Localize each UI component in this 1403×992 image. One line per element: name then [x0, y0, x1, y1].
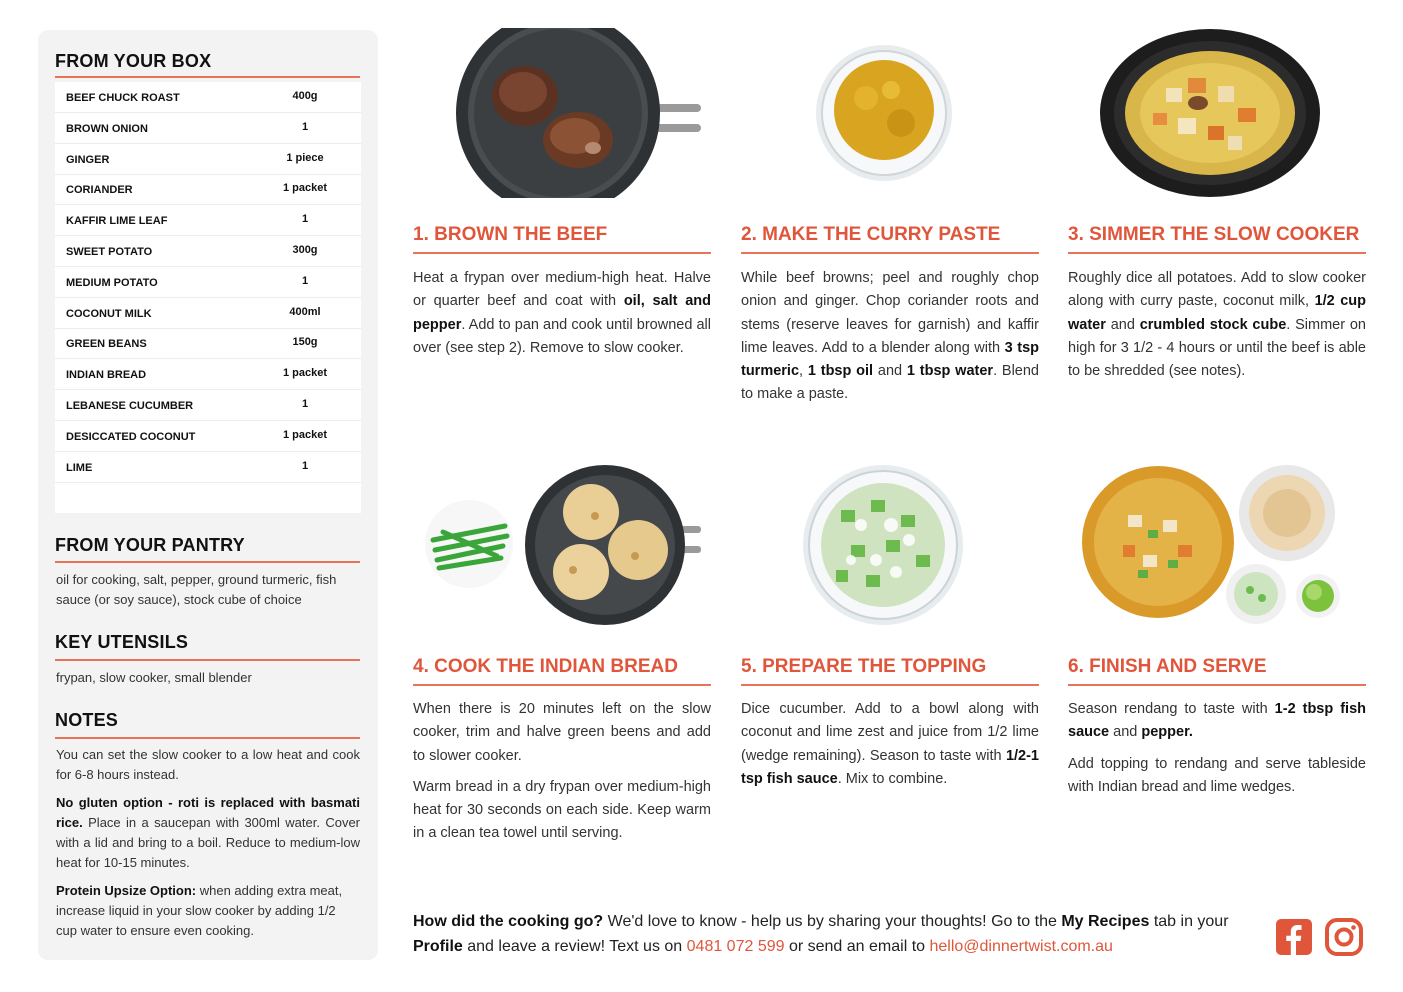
- step-2-t2: ,: [799, 363, 808, 380]
- ingredient-row: [55, 82, 361, 113]
- facebook-icon[interactable]: [1275, 918, 1313, 956]
- step-1-b1: oil, salt and pepper: [413, 293, 711, 333]
- utensils-text: frypan, slow cooker, small blender: [56, 670, 252, 685]
- step-6-t2: and: [1109, 724, 1142, 741]
- finished-dish-image: [1068, 460, 1366, 630]
- step-6-text: [1068, 698, 1366, 807]
- ingredient-name: LIME: [66, 461, 93, 474]
- step-6-b2: pepper.: [1141, 724, 1193, 741]
- note-protein: [56, 881, 360, 941]
- ingredient-qty: 1 packet: [282, 428, 328, 441]
- ingredient-row: [55, 236, 361, 267]
- step-4-text: [413, 698, 711, 854]
- ingredient-name: INDIAN BREAD: [66, 369, 147, 382]
- step-3-t1: Roughly dice all potatoes. Add to slow cooker along with curry paste, coconut milk,: [1068, 270, 1366, 310]
- step-4-title: 4. COOK THE INDIAN BREAD: [413, 656, 678, 677]
- step-2-b3: 1 tbsp water: [906, 363, 994, 380]
- note-protein-text: when adding extra meat, increase liquid in your slow cooker by adding 1/2 cup water to ensure even cooking.: [56, 883, 343, 938]
- feedback-footer: [413, 909, 1263, 959]
- step-5-t2: . Mix to combine.: [837, 770, 948, 787]
- step-6-p2: Add topping to rendang and serve tableside with Indian bread and lime wedges.: [1068, 755, 1366, 795]
- step-2-text: [741, 267, 1039, 415]
- curry-paste-image: [741, 28, 1039, 198]
- ingredient-qty: 1: [301, 274, 309, 287]
- step-2-t3: and: [873, 363, 907, 380]
- ingredient-name: DESICCATED COCONUT: [66, 430, 196, 443]
- ingredient-qty: 300g: [292, 244, 318, 256]
- note-slow-cooker: You can set the slow cooker to a low heat and cook for 6-8 hours instead.: [56, 747, 360, 782]
- step-1-text: [413, 267, 711, 368]
- ingredient-row: [55, 298, 361, 329]
- instagram-icon[interactable]: [1325, 918, 1363, 956]
- step-2-title: 2. MAKE THE CURRY PASTE: [741, 224, 1001, 245]
- step-3-title: 3. SIMMER THE SLOW COOKER: [1068, 224, 1360, 245]
- footer-t2: tab in your: [1149, 913, 1229, 930]
- ingredient-row: [55, 113, 361, 144]
- step-5-title: 5. PREPARE THE TOPPING: [741, 656, 987, 677]
- step-1-t1: Heat a frypan over medium-high heat. Halve or quarter beef and coat with: [413, 270, 711, 310]
- ingredient-row: [55, 267, 361, 298]
- step-3-b2: crumbled stock cube: [1139, 316, 1287, 333]
- ingredient-qty: 1 piece: [286, 151, 324, 164]
- step-6-b1: 1-2 tbsp fish sauce: [1068, 701, 1366, 741]
- ingredient-qty: 1: [301, 213, 309, 226]
- notes-title: NOTES: [55, 710, 119, 730]
- ingredient-name: CORIANDER: [66, 184, 133, 197]
- step-3-text: [1068, 267, 1366, 391]
- ingredient-qty: 1: [301, 120, 309, 133]
- profile-link[interactable]: Profile: [413, 938, 463, 955]
- ingredient-row: [55, 421, 361, 452]
- step-2-b1: 3 tsp turmeric: [741, 339, 1039, 380]
- step-2-b2: 1 tbsp oil: [807, 363, 874, 380]
- step-1-t2: . Add to pan and cook until browned all over (see step 2). Remove to slow cooker.: [413, 316, 711, 356]
- note-gluten-bold: No gluten option - roti is replaced with basmati rice.: [56, 795, 360, 830]
- step-2-rule: [741, 252, 1039, 254]
- step-5-t1: Dice cucumber. Add to a bowl along with coconut and lime zest and juice from 1/2 lime (wedge remaining). Season to taste with: [741, 701, 1039, 764]
- ingredient-row: [55, 390, 361, 421]
- ingredient-qty: 150g: [292, 336, 318, 349]
- note-gluten: [56, 793, 360, 873]
- cucumber-topping-image: [741, 460, 1039, 630]
- ingredient-qty: 1: [301, 398, 309, 410]
- ingredient-name: COCONUT MILK: [66, 307, 152, 320]
- ingredient-name: LEBANESE CUCUMBER: [66, 400, 194, 412]
- ingredient-qty: 1: [301, 459, 309, 472]
- step-5-rule: [741, 684, 1039, 686]
- ingredient-row: [55, 174, 361, 205]
- pantry-text: oil for cooking, salt, pepper, ground turmeric, fish sauce (or soy sauce), stock cube of choice: [56, 572, 337, 607]
- footer-t4: or send an email to: [784, 938, 930, 955]
- phone-link[interactable]: 0481 072 599: [686, 938, 785, 955]
- ingredient-name: GINGER: [66, 153, 110, 166]
- ingredient-qty: 400ml: [289, 305, 321, 318]
- step-2-t4: . Blend to make a paste.: [741, 363, 1039, 403]
- step-4-rule: [413, 684, 711, 686]
- note-protein-bold: Protein Upsize Option:: [56, 883, 197, 898]
- bread-beans-image: [413, 460, 711, 630]
- footer-t1: We'd love to know - help us by sharing your thoughts! Go to the: [603, 913, 1062, 930]
- my-recipes-link[interactable]: My Recipes: [1061, 913, 1150, 930]
- step-4-p1: When there is 20 minutes left on the slow cooker, trim and halve green beens and add to slower cooker.: [413, 701, 711, 764]
- notes-rule: [55, 737, 360, 739]
- ingredient-row: [55, 328, 361, 359]
- step-5-b1: 1/2-1 tsp fish sauce: [741, 747, 1039, 787]
- pantry-title: FROM YOUR PANTRY: [55, 535, 245, 555]
- ingredients-table: [55, 82, 361, 513]
- ingredient-row: [55, 144, 361, 175]
- step-1-title: 1. BROWN THE BEEF: [413, 224, 608, 245]
- step-3-b1: 1/2 cup water: [1068, 293, 1366, 333]
- box-title-rule: [55, 76, 360, 78]
- ingredient-name: KAFFIR LIME LEAF: [66, 215, 168, 228]
- utensils-rule: [55, 659, 360, 661]
- ingredient-row: [55, 452, 361, 483]
- step-5-text: [741, 698, 1039, 799]
- box-title: FROM YOUR BOX: [55, 51, 212, 71]
- step-3-t3: . Simmer on high for 3 1/2 - 4 hours or until the beef is able to be shredded (see notes).: [1068, 316, 1366, 380]
- step-1-rule: [413, 252, 711, 254]
- step-6-title: 6. FINISH AND SERVE: [1068, 656, 1267, 677]
- ingredient-name: MEDIUM POTATO: [66, 276, 158, 289]
- step-4-p2: Warm bread in a dry frypan over medium-high heat for 30 seconds on each side. Keep warm in a clean tea towel until serving.: [413, 778, 711, 842]
- frypan-beef-image: [413, 28, 711, 198]
- ingredient-row: [55, 359, 361, 390]
- notes-body: [56, 745, 360, 949]
- ingredient-row: [55, 205, 361, 236]
- ingredient-name: BEEF CHUCK ROAST: [66, 92, 180, 104]
- ingredient-qty: 400g: [292, 90, 318, 102]
- ingredient-qty: 1 packet: [282, 182, 328, 195]
- step-6-t1: Season rendang to taste with: [1068, 701, 1275, 717]
- step-6-rule: [1068, 684, 1366, 686]
- step-3-t2: and: [1105, 316, 1140, 333]
- step-2-t1: While beef browns; peel and roughly chop onion and ginger. Chop coriander roots and stems (reserve leaves for garnish) and kaffir lime leaves. Add to a blender along with: [741, 270, 1039, 356]
- email-link[interactable]: hello@dinnertwist.com.au: [929, 938, 1113, 955]
- utensils-title: KEY UTENSILS: [55, 632, 189, 652]
- ingredients-sidebar: [38, 30, 378, 960]
- ingredient-qty: 1 packet: [282, 367, 328, 380]
- footer-question: How did the cooking go?: [413, 913, 604, 930]
- step-3-rule: [1068, 252, 1366, 254]
- slow-cooker-image: [1068, 28, 1366, 198]
- footer-t3: and leave a review! Text us on: [462, 938, 687, 955]
- pantry-rule: [55, 561, 360, 563]
- ingredient-name: GREEN BEANS: [66, 338, 147, 351]
- note-gluten-text: Place in a saucepan with 300ml water. Cover with a lid and bring to a boil. Reduce to medium-low heat for 10-15 minutes.: [56, 815, 360, 870]
- ingredient-name: SWEET POTATO: [66, 246, 153, 258]
- ingredient-name: BROWN ONION: [66, 122, 148, 135]
